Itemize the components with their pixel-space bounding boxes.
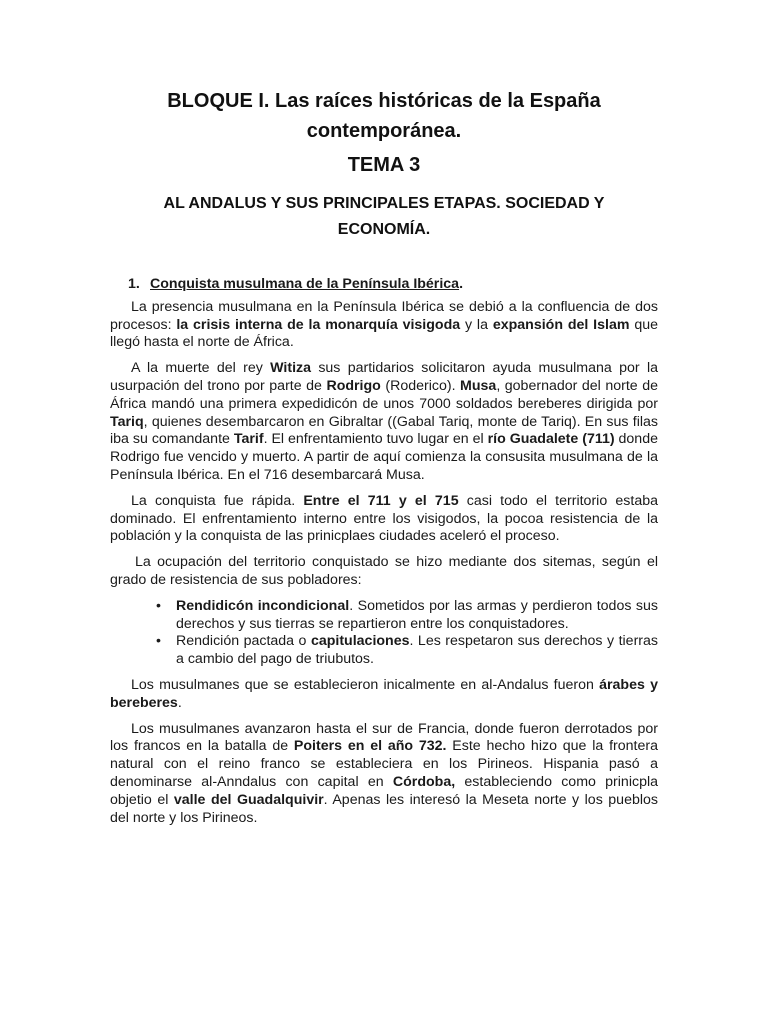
text-run: La presencia musulmana en la Península Ibérica se debió a la confluencia de dos procesos:	[110, 298, 658, 333]
text-run: . Sometidos por las armas y perdieron todos sus derechos y sus tierras se repartieron entre los conquistadores.	[176, 597, 659, 632]
text-run: Este hecho hizo que la frontera natural con el reino franco se estableciera en los Pirineos. Hispania pasó a denominarse al-Anndalus con capital en	[110, 738, 658, 790]
bold-run: Córdoba,	[392, 773, 456, 790]
bold-run: capitulaciones	[310, 633, 410, 650]
paragraph-poiters	[110, 721, 658, 828]
subtitle-line1: AL ANDALUS Y SUS PRINCIPALES ETAPAS. SOCIEDAD Y	[163, 195, 605, 212]
paragraph-confluencia	[110, 299, 658, 352]
text-run: .	[177, 694, 182, 711]
bold-run: Poiters en el año 732.	[293, 738, 447, 755]
text-run: . El enfrentamiento tuvo lugar en el	[263, 431, 488, 448]
list-item	[156, 597, 659, 634]
bloque-heading-line2: contemporánea.	[306, 120, 462, 142]
section-title-text: Conquista musulmana de la Península Ibérica	[150, 276, 460, 292]
text-run: casi todo el territorio estaba dominado. El enfrentamiento interno entre los visigodos, la pocoa resistencia de la población y la conquista de las prinicplaes ciudades aceleró el proceso.	[110, 492, 658, 545]
text-run: sus partidarios solicitaron ayuda musulmana por la usurpación del trono por parte de	[110, 360, 658, 394]
bold-run: Rodrigo	[326, 377, 381, 394]
bullet-icon: •	[156, 633, 161, 650]
bold-run: árabes y bereberes	[110, 676, 658, 711]
section-1-title	[128, 276, 658, 294]
sistemas-list	[110, 598, 658, 669]
subtitle-line2: ECONOMÍA.	[337, 221, 431, 238]
subtitle-heading	[110, 191, 658, 243]
bold-run: valle del Guadalquivir	[173, 791, 324, 808]
paragraph-ocupacion	[110, 554, 658, 590]
bold-run: Entre el 711 y el 715	[303, 492, 459, 509]
text-run: donde Rodrigo fue vencido y muerto. A partir de aquí comienza la consusita musulmana de la Península Ibérica. En el 716 desembarcará Musa.	[110, 431, 658, 483]
bold-run: expansión del Islam	[492, 316, 630, 333]
paragraph-arabes-bereberes	[110, 677, 658, 713]
section-number: 1.	[128, 276, 140, 292]
bold-run: Tarif	[233, 431, 264, 448]
text-run: estableciendo como prinicpla objetio el	[110, 773, 658, 808]
text-run: La conquista fue rápida.	[131, 492, 304, 509]
text-run: A la muerte del rey	[131, 360, 271, 377]
text-run: Rendición pactada o	[176, 633, 311, 650]
text-run: (Roderico).	[380, 377, 461, 394]
bold-run: Musa	[460, 377, 497, 394]
bold-run: Witiza	[270, 360, 311, 377]
section-title-end: .	[459, 276, 464, 292]
bold-run: Tariq	[110, 413, 144, 430]
bold-run: la crisis interna de la monarquía visigoda	[176, 316, 461, 333]
tema-heading: TEMA 3	[347, 154, 421, 176]
bloque-heading	[110, 86, 658, 146]
text-run: La ocupación del territorio conquistado se hizo mediante dos sitemas, según el grado de resistencia de sus pobladores:	[110, 554, 658, 588]
bold-run: Rendidicón incondicional	[176, 597, 350, 614]
bloque-heading-line1: BLOQUE I. Las raíces históricas de la España	[167, 90, 601, 112]
text-run: , quienes desembarcaron en Gibraltar ((Gabal Tariq, monte de Tariq). En sus filas iba su comandante	[110, 413, 658, 448]
text-run: Los musulmanes que se establecieron inicalmente en al-Andalus fueron	[131, 676, 600, 693]
text-run: que llegó hasta el norte de África.	[110, 316, 658, 351]
text-run: . Les respetaron sus derechos y tierras a cambio del pago de triubutos.	[176, 633, 658, 668]
bullet-icon: •	[156, 597, 161, 614]
bold-run: río Guadalete (711)	[487, 431, 615, 448]
text-run: . Apenas les interesó la Meseta norte y los pueblos del norte y los Pirineos.	[110, 791, 658, 826]
text-run: , gobernador del norte de África mandó una primera expedidicón de unos 7000 soldados bereberes dirigida por	[110, 377, 658, 412]
text-run: y la	[460, 316, 493, 333]
paragraph-conquista-rapida	[110, 493, 658, 546]
list-item	[156, 633, 658, 669]
document-body	[110, 276, 658, 835]
paragraph-witiza	[110, 360, 658, 485]
text-run: Los musulmanes avanzaron hasta el sur de Francia, donde fueron derrotados por los francos en la batalla de	[110, 720, 658, 755]
